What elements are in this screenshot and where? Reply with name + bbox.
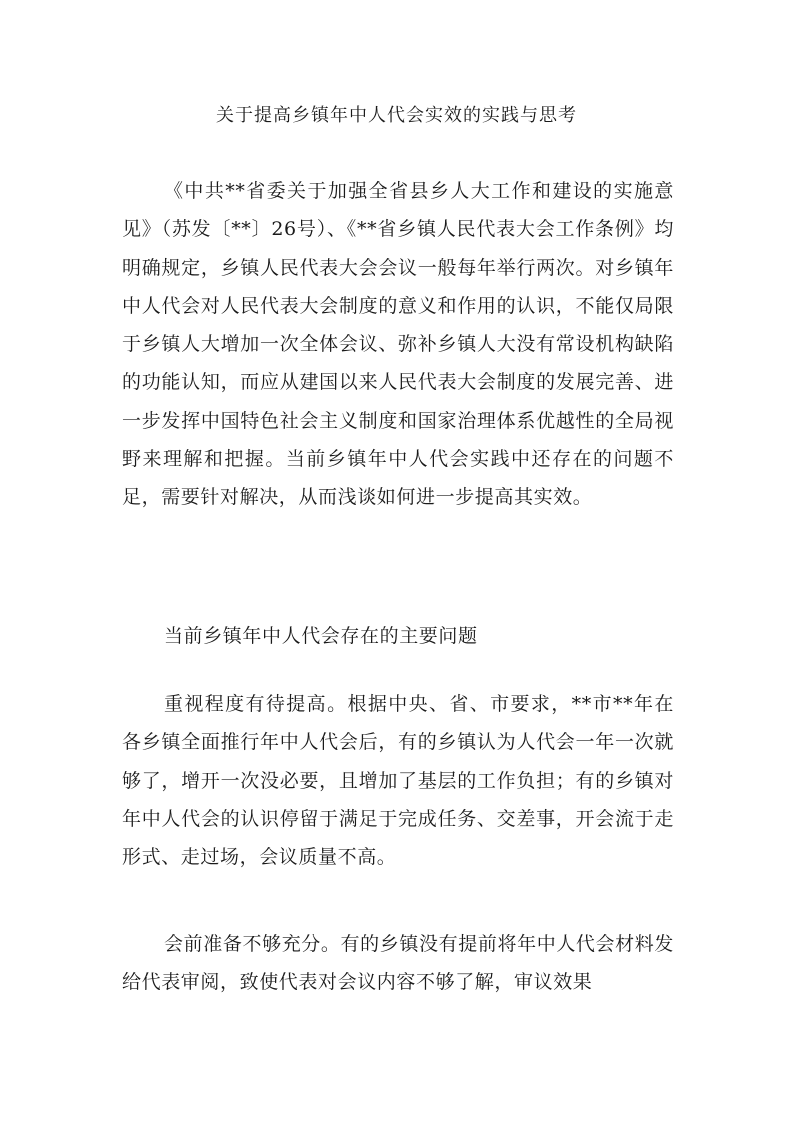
- document-title: 关于提高乡镇年中人代会实效的实践与思考: [216, 105, 577, 126]
- intro-paragraph: 《中共**省委关于加强全省县乡人大工作和建设的实施意见》（苏发〔**〕26号）、《**省乡镇人民代表大会工作条例》均明确规定，乡镇人民代表大会会议一般每年举行两次。对乡镇年中人代会对人民代表大会制度的意义和作用的认识，不能仅局限于乡镇人大增加一次全体会议、弥补乡镇人大没有常设机构缺陷的功能认知，而应从建国以来人民代表大会制度的发展完善、进一步发挥中国特色社会主义制度和国家治理体系优越性的全局视野来理解和把握。当前乡镇年中人代会实践中还存在的问题不足，需要针对解决，从而浅谈如何进一步提高其实效。: [122, 180, 674, 509]
- body-paragraph-truncated: 会前准备不够充分。有的乡镇没有提前将年中人代会材料发给代表审阅，致使代表对会议内容不够了解，审议效果: [122, 933, 674, 994]
- body-paragraph: 重视程度有待提高。根据中央、省、市要求，**市**年在各乡镇全面推行年中人代会后，有的乡镇认为人代会一年一次就够了，增开一次没必要，且增加了基层的工作负担；有的乡镇对年中人代会的认识停留于满足于完成任务、交差事，开会流于走形式、走过场，会议质量不高。: [122, 693, 674, 869]
- section-heading: 当前乡镇年中人代会存在的主要问题: [164, 625, 478, 647]
